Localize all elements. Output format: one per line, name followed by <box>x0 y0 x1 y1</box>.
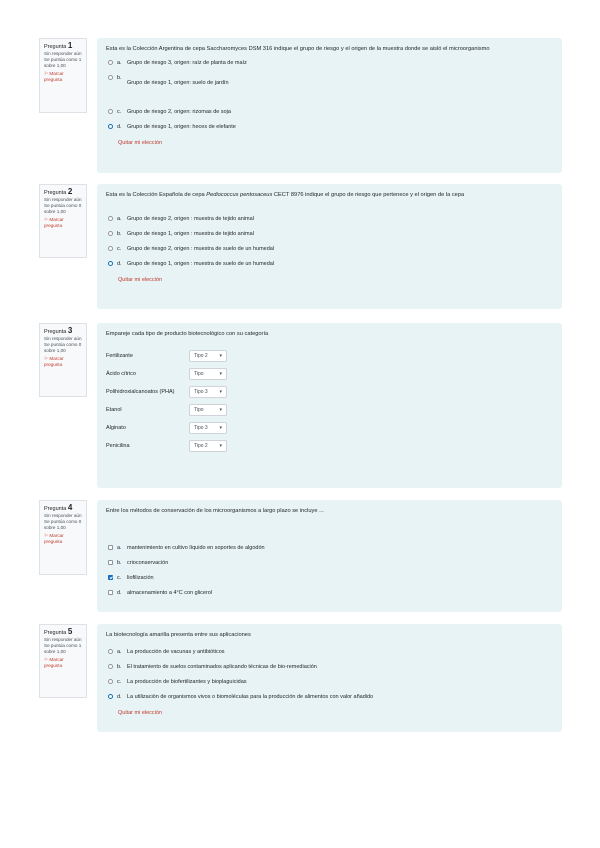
question-score: Se puntúa como 1 sobre 1,00 <box>44 57 82 68</box>
radio-button-selected[interactable] <box>108 694 113 699</box>
answer-option[interactable]: a. La producción de vacunas y antibióticos <box>106 648 553 663</box>
answer-option[interactable]: b. crioconservación <box>106 559 553 574</box>
answer-option[interactable]: a. Grupo de riesgo 3, origen: raíz de planta de maíz <box>106 59 553 74</box>
flag-icon: ⚐ <box>44 217 49 222</box>
question-score: Se puntúa como 0 sobre 1,00 <box>44 203 82 214</box>
category-select[interactable]: Tipo 2 ▾ <box>189 350 227 362</box>
flag-question-link[interactable]: ⚐ Marcar pregunta <box>44 356 64 367</box>
question-status: Sin responder aún <box>44 336 82 341</box>
radio-button[interactable] <box>108 246 113 251</box>
answer-option[interactable]: b. El tratamiento de suelos contaminados aplicando técnicas de bio-remediación <box>106 663 553 678</box>
answer-option[interactable]: d. Grupo de riesgo 1, origen: heces de elefante <box>106 123 553 138</box>
radio-button[interactable] <box>108 216 113 221</box>
question-text: Esta es la Colección Española de cepa Pediococcus pentosaceus CECT 8976 indique el grupo de riesgo que pertenece y el origen de la cepa <box>106 192 465 198</box>
question-content <box>97 500 562 612</box>
chevron-down-icon: ▾ <box>219 407 222 413</box>
question-status: Sin responder aún <box>44 51 82 56</box>
question-number: 3 <box>67 326 73 335</box>
flag-icon: ⚐ <box>44 71 49 76</box>
match-row: Etanol Tipo ▾ <box>106 401 553 419</box>
answer-option[interactable]: a. mantenimiento en cultivo líquido en soportes de algodón <box>106 544 553 559</box>
category-select[interactable]: Tipo ▾ <box>189 404 227 416</box>
checkbox[interactable] <box>108 590 113 595</box>
flag-question-link[interactable]: ⚐ Marcar pregunta <box>44 657 64 668</box>
flag-icon: ⚐ <box>44 657 49 662</box>
question-content <box>97 38 562 173</box>
answer-option[interactable]: b. Grupo de riesgo 1, origen : muestra de tejido animal <box>106 230 553 245</box>
answer-option[interactable]: c. liofilización <box>106 574 553 589</box>
question-content <box>97 184 562 309</box>
clear-choice-link[interactable]: Quitar mi elección <box>118 710 163 716</box>
radio-button[interactable] <box>108 231 113 236</box>
question-number: 2 <box>67 187 73 196</box>
category-select[interactable]: Tipo ▾ <box>189 368 227 380</box>
question-status: Sin responder aún <box>44 637 82 642</box>
clear-choice-link[interactable]: Quitar mi elección <box>118 277 163 283</box>
question-score: Se puntúa como 0 sobre 1,00 <box>44 342 82 353</box>
question-text: Entre los métodos de conservación de los microorganismos a largo plazo se incluye ... <box>106 508 324 514</box>
category-select[interactable]: Tipo 3 ▾ <box>189 386 227 398</box>
chevron-down-icon: ▾ <box>219 389 222 395</box>
answer-option[interactable]: a. Grupo de riesgo 2, origen : muestra de tejido animal <box>106 215 553 230</box>
question-info: Pregunta 5 Sin responder aún Se puntúa como 1 sobre 1,00 ⚐ Marcar pregunta <box>39 624 87 698</box>
checkbox-checked[interactable] <box>108 575 113 580</box>
match-row: Polihidroxialcanoatos (PHA) Tipo 3 ▾ <box>106 383 553 401</box>
radio-button-selected[interactable] <box>108 261 113 266</box>
question-number: 1 <box>67 41 73 50</box>
answer-option[interactable]: b. Grupo de riesgo 1, origen: suelo de jardín <box>106 74 553 108</box>
radio-button[interactable] <box>108 109 113 114</box>
match-row: Alginato Tipo 3 ▾ <box>106 419 553 437</box>
radio-button[interactable] <box>108 664 113 669</box>
category-select[interactable]: Tipo 2 ▾ <box>189 440 227 452</box>
question-score: Se puntúa como 0 sobre 1,00 <box>44 519 82 530</box>
flag-question-link[interactable]: ⚐ Marcar pregunta <box>44 71 64 82</box>
question-status: Sin responder aún <box>44 513 82 518</box>
clear-choice-link[interactable]: Quitar mi elección <box>118 140 163 146</box>
question-content <box>97 323 562 488</box>
answer-option[interactable]: c. Grupo de riesgo 2, origen: rizomas de soja <box>106 108 553 123</box>
question-info: Pregunta 1 Sin responder aún Se puntúa como 1 sobre 1,00 ⚐ Marcar pregunta <box>39 38 87 113</box>
chevron-down-icon: ▾ <box>219 425 222 431</box>
answer-option[interactable]: d. Grupo de riesgo 1, origen : muestra de suelo de un humedal <box>106 260 553 275</box>
question-text: La biotecnología amarilla presenta entre sus aplicaciones <box>106 632 251 638</box>
match-row: Ácido cítrico Tipo ▾ <box>106 365 553 383</box>
answer-option[interactable]: d. almacenamiento a 4°C con glicerol <box>106 589 553 604</box>
question-number: 4 <box>67 503 73 512</box>
chevron-down-icon: ▾ <box>219 353 222 359</box>
question-info: Pregunta 3 Sin responder aún Se puntúa como 0 sobre 1,00 ⚐ Marcar pregunta <box>39 323 87 397</box>
flag-icon: ⚐ <box>44 533 49 538</box>
question-info: Pregunta 4 Sin responder aún Se puntúa como 0 sobre 1,00 ⚐ Marcar pregunta <box>39 500 87 575</box>
radio-button[interactable] <box>108 649 113 654</box>
checkbox[interactable] <box>108 560 113 565</box>
category-select[interactable]: Tipo 3 ▾ <box>189 422 227 434</box>
radio-button[interactable] <box>108 679 113 684</box>
flag-question-link[interactable]: ⚐ Marcar pregunta <box>44 533 64 544</box>
question-score: Se puntúa como 1 sobre 1,00 <box>44 643 82 654</box>
answer-option[interactable]: c. La producción de biofertilizantes y bioplaguicidas <box>106 678 553 693</box>
match-row: Penicilina Tipo 2 ▾ <box>106 437 553 455</box>
question-status: Sin responder aún <box>44 197 82 202</box>
chevron-down-icon: ▾ <box>219 443 222 449</box>
flag-question-link[interactable]: ⚐ Marcar pregunta <box>44 217 64 228</box>
answer-option[interactable]: d. La utilización de organismos vivos o biomoléculas para la producción de alimentos con valor añadido <box>106 693 553 708</box>
answer-option[interactable]: c. Grupo de riesgo 2, origen : muestra de suelo de un humedal <box>106 245 553 260</box>
flag-icon: ⚐ <box>44 356 49 361</box>
radio-button[interactable] <box>108 75 113 80</box>
question-text: Esta es la Colección Argentina de cepa Saccharomyces DSM 316 indique el grupo de riesgo y el origen de la muestra donde se aisló el microorganismo <box>106 46 490 52</box>
radio-button[interactable] <box>108 60 113 65</box>
question-info: Pregunta 2 Sin responder aún Se puntúa como 0 sobre 1,00 ⚐ Marcar pregunta <box>39 184 87 258</box>
radio-button-selected[interactable] <box>108 124 113 129</box>
match-row: Fertilizante Tipo 2 ▾ <box>106 347 553 365</box>
question-text: Empareje cada tipo de producto biotecnológico con su categoría <box>106 331 269 337</box>
question-content <box>97 624 562 732</box>
checkbox[interactable] <box>108 545 113 550</box>
question-number: 5 <box>67 627 73 636</box>
chevron-down-icon: ▾ <box>219 371 222 377</box>
